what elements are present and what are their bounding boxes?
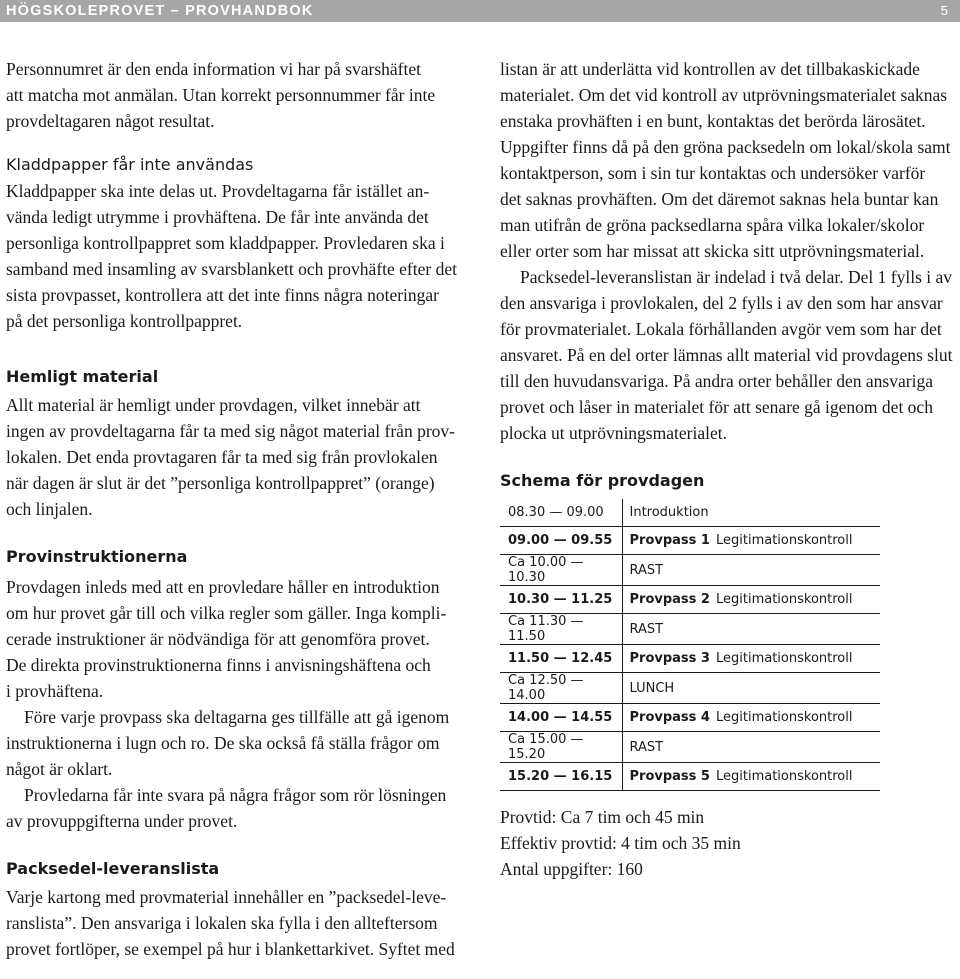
schedule-time: 09.00 — 09.55 [500, 527, 622, 555]
body-line: provdeltagaren något resultat. [6, 111, 215, 131]
schedule-time: 08.30 — 09.00 [500, 499, 622, 527]
body-line: Kladdpapper ska inte delas ut. Provdeltagarna får istället an- [6, 181, 430, 201]
schedule-row [500, 704, 880, 732]
schedule-activity-cell [622, 763, 880, 791]
schedule-row [500, 673, 880, 704]
body-line: att matcha mot anmälan. Utan korrekt personnummer får inte [6, 85, 436, 105]
schedule-pass: Provpass 4 [629, 710, 710, 725]
schedule-row [500, 732, 880, 763]
body-line: Uppgifter finns då på den gröna packsedeln om lokal/skola samt [500, 137, 951, 157]
body-line: listan är att underlätta vid kontrollen av det tillbakaskickade [500, 59, 920, 79]
schedule-activity-cell [622, 645, 880, 673]
body-line: kontaktperson, som i sin tur kontaktas och undersöker varför [500, 163, 926, 183]
schedule-heading: Schema för provdagen [500, 471, 705, 490]
body-line: till den huvudansvariga. På andra orter behåller den ansvariga [500, 371, 933, 391]
body-line: Provledarna får inte svara på några frågor som rör lösningen [24, 785, 447, 805]
schedule-time: Ca 11.30 — 11.50 [500, 614, 622, 645]
schedule-time: Ca 12.50 — 14.00 [500, 673, 622, 704]
body-line: instruktionerna i lugn och ro. De ska också få ställa frågor om [6, 733, 440, 753]
schedule-activity: Legitimationskontroll [715, 533, 853, 548]
body-line: i provhäftena. [6, 681, 104, 701]
schedule-time: 10.30 — 11.25 [500, 586, 622, 614]
schedule-time: Ca 15.00 — 15.20 [500, 732, 622, 763]
schedule-activity-cell [622, 586, 880, 614]
schedule-pass: Provpass 5 [629, 769, 710, 784]
summary-line: Effektiv provtid: 4 tim och 35 min [500, 833, 741, 853]
body-line: lokalen. Det enda provtagaren får ta med sig från provlokalen [6, 447, 438, 467]
schedule-activity: RAST [629, 562, 664, 578]
schedule-row [500, 614, 880, 645]
header-title: HÖGSKOLEPROVET – PROVHANDBOK [6, 3, 314, 19]
schedule-pass: Provpass 2 [629, 592, 710, 607]
body-line: Allt material är hemligt under provdagen, vilket innebär att [6, 395, 421, 415]
schedule-activity-cell [622, 673, 880, 704]
body-line: samband med insamling av svarsblankett och provhäfte efter det [6, 259, 457, 279]
body-line: enstaka provhäften i en bunt, kontaktas det berörda lärosätet. [500, 111, 926, 131]
body-line: cerade instruktioner är nödvändiga för att genomföra provet. [6, 629, 430, 649]
body-line: personliga kontrollpappret som kladdpapper. Provledaren ska i [6, 233, 445, 253]
body-line: den ansvariga i provlokalen, del 2 fylls i av den som har ansvar [500, 293, 943, 313]
body-line: materialet. Om det vid kontroll av utprövningsmaterialet saknas [500, 85, 948, 105]
body-line: på det personliga kontrollpappret. [6, 311, 243, 331]
running-header [0, 0, 960, 22]
schedule-activity: Legitimationskontroll [715, 592, 853, 607]
body-line: av provuppgifterna under provet. [6, 811, 238, 831]
page-number: 5 [940, 3, 948, 18]
schedule-activity-cell [622, 499, 880, 527]
schedule-activity-cell [622, 614, 880, 645]
body-line: provet och låser in materialet för att senare gå igenom det och [500, 397, 933, 417]
body-line: något är oklart. [6, 759, 113, 779]
body-line: eller orter som har missat att skicka sitt utprövningsmaterial. [500, 241, 925, 261]
body-line: vända ledigt utrymme i provhäftena. De får inte använda det [6, 207, 429, 227]
summary-line: Provtid: Ca 7 tim och 45 min [500, 807, 705, 827]
section-heading: Packsedel-leveranslista [6, 859, 220, 878]
schedule-activity: Introduktion [629, 505, 709, 520]
schedule-row [500, 645, 880, 673]
schedule-row [500, 499, 880, 527]
schedule-pass: Provpass 1 [629, 533, 710, 548]
schedule-row [500, 586, 880, 614]
schedule-table [500, 499, 880, 791]
schedule-time: 11.50 — 12.45 [500, 645, 622, 673]
body-line: man utifrån de gröna packsedlarna spåra vilka lokaler/skolor [500, 215, 925, 235]
body-line: om hur provet går till och vilka regler som gäller. Inga kompli- [6, 603, 447, 623]
body-line: De direkta provinstruktionerna finns i anvisningshäftena och [6, 655, 431, 675]
schedule-activity: LUNCH [629, 680, 675, 696]
body-line: och linjalen. [6, 499, 93, 519]
section-heading: Kladdpapper får inte användas [6, 155, 254, 174]
body-line: sista provpasset, kontrollera att det inte finns några noteringar [6, 285, 439, 305]
body-line: Personnumret är den enda information vi har på svarshäftet [6, 59, 422, 79]
schedule-pass: Provpass 3 [629, 651, 710, 666]
schedule-time: Ca 10.00 — 10.30 [500, 555, 622, 586]
schedule-time: 15.20 — 16.15 [500, 763, 622, 791]
body-line: provet fortlöper, se exempel på hur i blankettarkivet. Syftet med [6, 939, 455, 959]
body-line: plocka ut utprövningsmaterialet. [500, 423, 727, 443]
body-line: ranslista”. Den ansvariga i lokalen ska fylla i den allteftersom [6, 913, 438, 933]
schedule-activity-cell [622, 527, 880, 555]
schedule-activity: Legitimationskontroll [715, 769, 853, 784]
body-line: ansvaret. På en del orter lämnas allt material vid provdagens slut [500, 345, 953, 365]
section-heading: Provinstruktionerna [6, 547, 188, 566]
section-heading: Hemligt material [6, 367, 159, 386]
schedule-time: 14.00 — 14.55 [500, 704, 622, 732]
schedule-row [500, 527, 880, 555]
schedule-activity: RAST [629, 739, 664, 755]
body-line: det saknas provhäften. Om det däremot saknas hela buntar kan [500, 189, 939, 209]
body-line: Packsedel-leveranslistan är indelad i två delar. Del 1 fylls i av [520, 267, 953, 287]
body-line: för provmaterialet. Lokala förhållanden avgör vem som har det [500, 319, 942, 339]
body-line: när dagen är slut är det ”personliga kontrollpappret” (orange) [6, 473, 435, 493]
schedule-row [500, 763, 880, 791]
body-line: Före varje provpass ska deltagarna ges tillfälle att gå igenom [24, 707, 450, 727]
body-line: Varje kartong med provmaterial innehåller en ”packsedel-leve- [6, 887, 447, 907]
summary-line: Antal uppgifter: 160 [500, 859, 643, 879]
schedule-activity-cell [622, 555, 880, 586]
schedule-activity: Legitimationskontroll [715, 710, 853, 725]
body-line: Provdagen inleds med att en provledare håller en introduktion [6, 577, 440, 597]
schedule-activity: RAST [629, 621, 664, 637]
body-line: ingen av provdeltagarna får ta med sig något material från prov- [6, 421, 455, 441]
schedule-activity-cell [622, 732, 880, 763]
schedule-activity: Legitimationskontroll [715, 651, 853, 666]
schedule-row [500, 555, 880, 586]
schedule-activity-cell [622, 704, 880, 732]
